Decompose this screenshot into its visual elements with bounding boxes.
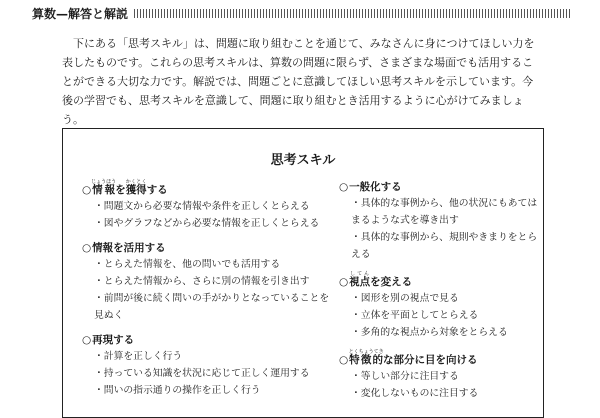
skills-left-column [82,179,332,407]
skill-category-label: 特徴的とくちょうてきな部分に目を向ける [348,349,478,366]
skill-item: ・計算を正しく行う [94,351,183,362]
category-circle-mark: ○ [82,184,92,196]
skill-item-list [339,290,539,341]
skill-item: ・等しい部分に注目する [351,371,459,382]
skill-item: ・前問が後に続く問いの手がかりとなっていることを見ぬく [94,293,330,321]
skill-item-list [339,195,539,263]
skill-item: ・図やグラフなどから必要な情報を正しくとらえる [94,218,320,229]
skill-item-list [82,256,332,324]
skill-item: ・図形を別の視点で見る [351,293,459,304]
skill-item: ・とらえた情報を、他の問いでも活用する [94,259,281,270]
skill-category-label: 情報じょうほうを獲得かくとくする [91,179,168,196]
skill-category-label: 一般化する [349,181,402,193]
skill-category-title [82,240,332,256]
skill-item-list [339,368,539,402]
skills-box-title: 思考スキル [270,153,336,168]
skill-category-label: 情報を活用する [92,242,166,254]
category-circle-mark: ○ [339,276,349,288]
skills-right-column [339,179,539,410]
skill-item-list [82,348,332,399]
skill-category-title [339,349,539,368]
section-title: 算数—解答と解説 [32,6,129,21]
intro-paragraph: 下にある「思考スキル」は、問題に取り組むことを通じて、みなさんに身につけてほしい力を表したものです。これらの思考スキルは、算数の問題に限らず、さまざまな場面でも活用することができる大切な力です。解説では、問題ごとに意識してほしい思考スキルを示しています。今後の学習でも、思考スキルを意識して、問題に取り組むとき活用するように心がけてみましょう。 [62,37,535,126]
skill-category-title [339,179,539,195]
skill-category-label: 視点してんを変える [349,271,413,288]
skill-category-title [82,179,332,198]
skill-item: ・具体的な事例から、規則やきまりをとらえる [351,232,538,260]
skill-category-title [339,271,539,290]
skill-item: ・とらえた情報から、さらに別の情報を引き出す [94,276,310,287]
skill-item: ・多角的な視点から対象をとらえる [351,327,508,338]
category-circle-mark: ○ [82,242,92,254]
skill-item: ・問いの指示通りの操作を正しく行う [94,385,261,396]
skill-item: ・持っている知識を状況に応じて正しく運用する [94,368,310,379]
header-hatch-rule [134,9,572,18]
category-circle-mark: ○ [339,354,349,366]
skill-category-label: 再現する [92,334,135,346]
thinking-skills-box [62,128,544,418]
skill-item: ・変化しないものに注目する [351,388,479,399]
skill-item: ・具体的な事例から、他の状況にもあてはまるような式を導き出す [351,198,538,226]
category-circle-mark: ○ [82,334,92,346]
section-header [32,4,572,22]
skill-category-title [82,332,332,348]
category-circle-mark: ○ [339,181,349,193]
skill-item: ・問題文から必要な情報や条件を正しくとらえる [94,201,310,212]
skill-item: ・立体を平面としてとらえる [351,310,479,321]
skill-item-list [82,198,332,232]
